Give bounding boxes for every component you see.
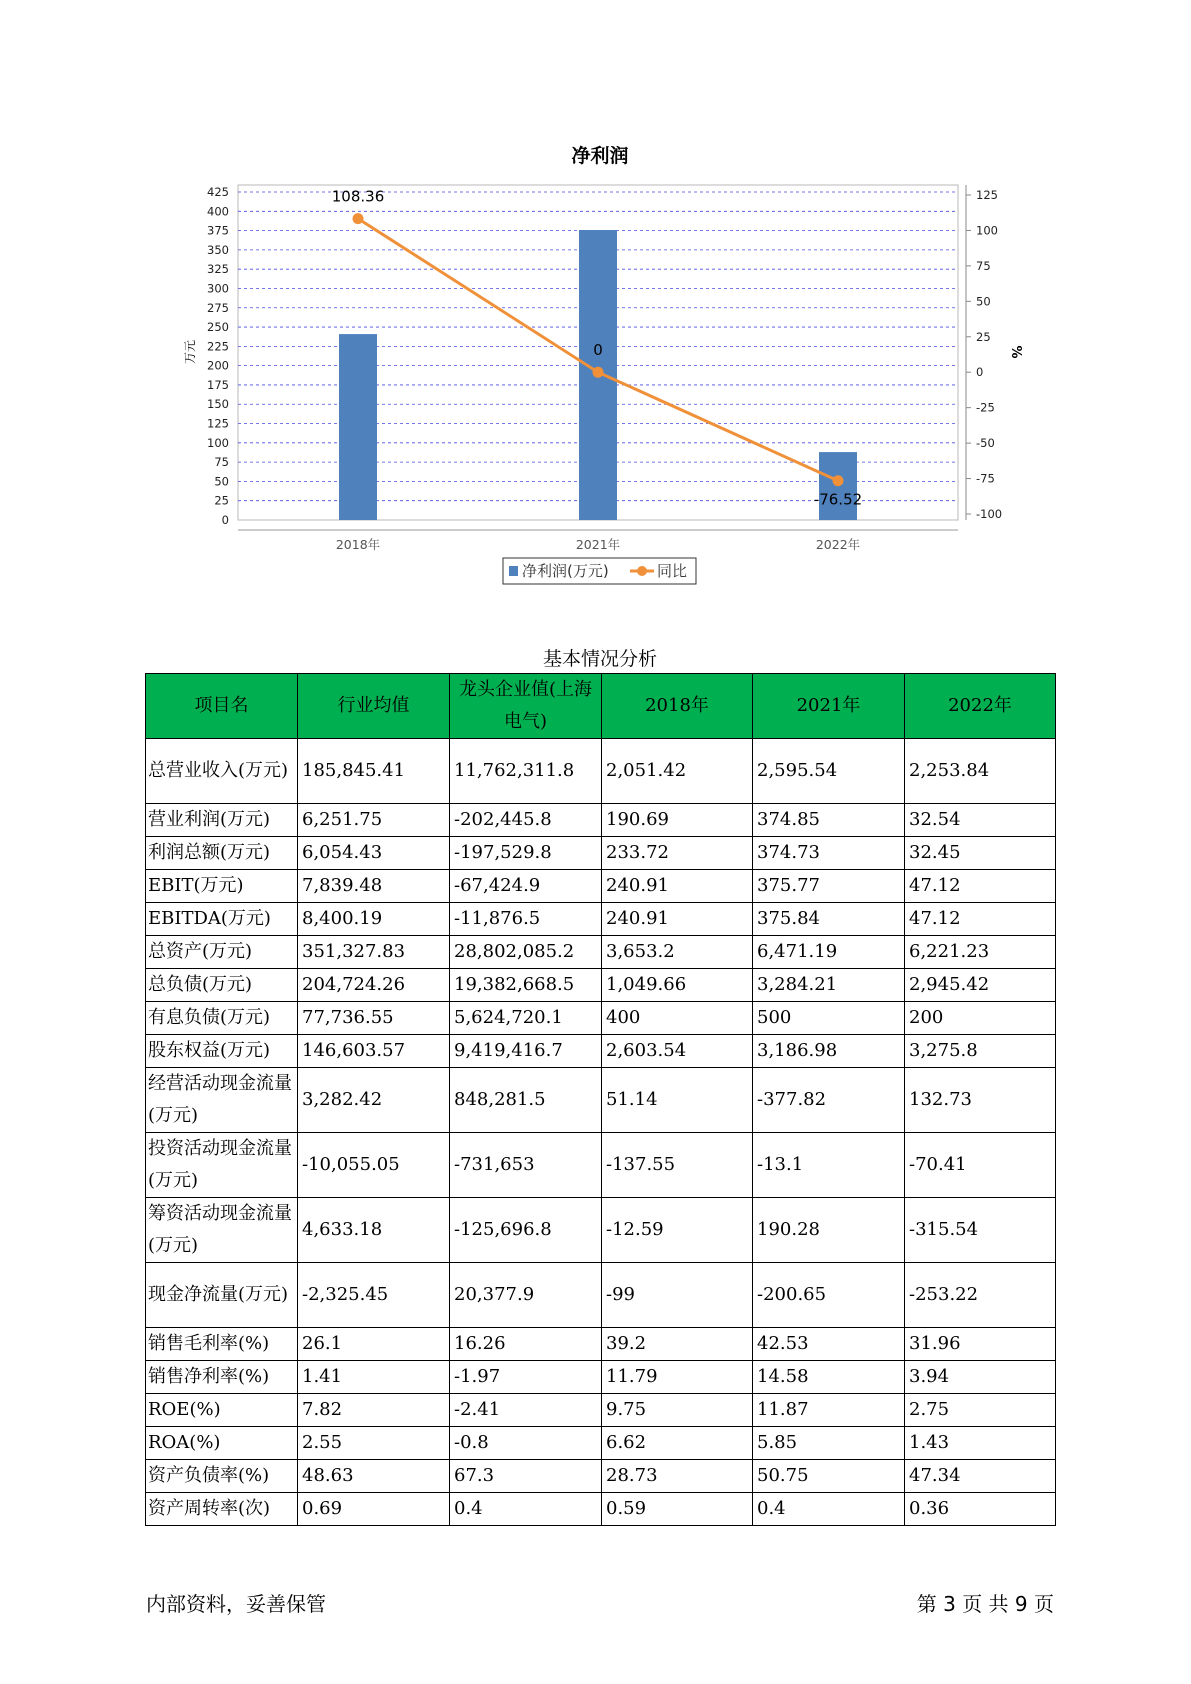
analysis-table (145, 673, 1056, 1526)
y2-tick-label: 25 (976, 329, 991, 344)
value-cell: -197,529.8 (450, 837, 602, 870)
header-2018: 2018年 (602, 674, 753, 739)
data-label: 108.36 (331, 187, 385, 206)
table-row (146, 870, 1056, 903)
y-tick-label: 300 (207, 281, 229, 296)
y-tick-label: 125 (207, 416, 229, 431)
table-body (146, 739, 1056, 1526)
table-row (146, 1493, 1056, 1526)
value-cell: 3,653.2 (602, 936, 753, 969)
value-cell: 6,471.19 (753, 936, 905, 969)
value-cell: 20,377.9 (450, 1263, 602, 1328)
row-label-cell: 营业利润(万元) (146, 804, 298, 837)
value-cell: 6,054.43 (298, 837, 450, 870)
value-cell: -67,424.9 (450, 870, 602, 903)
row-label-cell: 现金净流量(万元) (146, 1263, 298, 1328)
value-cell: 26.1 (298, 1328, 450, 1361)
y-tick-label: 175 (207, 377, 229, 392)
table-row (146, 969, 1056, 1002)
value-cell: 240.91 (602, 903, 753, 936)
table-row (146, 1394, 1056, 1427)
value-cell: 47.12 (905, 903, 1056, 936)
row-label-cell: 投资活动现金流量(万元) (146, 1133, 298, 1198)
value-cell: 32.54 (905, 804, 1056, 837)
value-cell: 7,839.48 (298, 870, 450, 903)
table-row (146, 837, 1056, 870)
row-label-cell: 利润总额(万元) (146, 837, 298, 870)
header-2021: 2021年 (753, 674, 905, 739)
value-cell: 0.69 (298, 1493, 450, 1526)
row-label-cell: 经营活动现金流量(万元) (146, 1068, 298, 1133)
y-tick-label: 100 (207, 435, 229, 450)
row-label-cell: EBIT(万元) (146, 870, 298, 903)
value-cell: 190.28 (753, 1198, 905, 1263)
value-cell: -11,876.5 (450, 903, 602, 936)
y2-tick-label: 75 (976, 258, 991, 273)
table-row (146, 739, 1056, 804)
value-cell: 375.84 (753, 903, 905, 936)
data-label: 0 (593, 341, 603, 360)
table-row (146, 1068, 1056, 1133)
value-cell: 848,281.5 (450, 1068, 602, 1133)
table-row (146, 804, 1056, 837)
value-cell: 32.45 (905, 837, 1056, 870)
y-tick-label: 325 (207, 262, 229, 277)
legend-label-bar: 净利润(万元) (522, 562, 609, 580)
y-tick-label: 150 (207, 397, 229, 412)
yoy-point-1 (353, 213, 364, 224)
row-label-cell: 总资产(万元) (146, 936, 298, 969)
y-tick-label: 250 (207, 320, 229, 335)
value-cell: -10,055.05 (298, 1133, 450, 1198)
value-cell: 42.53 (753, 1328, 905, 1361)
value-cell: 351,327.83 (298, 936, 450, 969)
value-cell: 28.73 (602, 1460, 753, 1493)
y-axis-label: 万元 (183, 339, 197, 365)
value-cell: 190.69 (602, 804, 753, 837)
y-tick-label: 375 (207, 223, 229, 238)
table-header-row (146, 674, 1056, 739)
y2-tick-label: -50 (976, 436, 995, 451)
header-industry-avg: 行业均值 (298, 674, 450, 739)
value-cell: 1.41 (298, 1361, 450, 1394)
value-cell: 0.4 (450, 1493, 602, 1526)
value-cell: 185,845.41 (298, 739, 450, 804)
value-cell: 374.85 (753, 804, 905, 837)
y2-tick-label: 50 (976, 294, 991, 309)
x-tick-label: 2022年 (815, 537, 861, 552)
legend-swatch-point (637, 566, 647, 576)
header-item-name: 项目名 (146, 674, 298, 739)
y-tick-label: 350 (207, 242, 229, 257)
value-cell: 3,282.42 (298, 1068, 450, 1133)
value-cell: 2,051.42 (602, 739, 753, 804)
row-label-cell: 总负债(万元) (146, 969, 298, 1002)
y-tick-label: 200 (207, 358, 229, 373)
value-cell: 28,802,085.2 (450, 936, 602, 969)
value-cell: 5.85 (753, 1427, 905, 1460)
y2-axis-label: % (1008, 345, 1023, 359)
footer-page-number: 第 3 页 共 9 页 (916, 1592, 1054, 1616)
value-cell: -70.41 (905, 1133, 1056, 1198)
bar-1 (339, 334, 377, 520)
y2-tick-label: -75 (976, 471, 995, 486)
value-cell: 375.77 (753, 870, 905, 903)
value-cell: 1,049.66 (602, 969, 753, 1002)
x-tick-label: 2018年 (335, 537, 381, 552)
value-cell: 9.75 (602, 1394, 753, 1427)
table-row (146, 1035, 1056, 1068)
value-cell: 204,724.26 (298, 969, 450, 1002)
row-label-cell: ROE(%) (146, 1394, 298, 1427)
value-cell: 47.12 (905, 870, 1056, 903)
table-row (146, 1198, 1056, 1263)
x-tick-label: 2021年 (575, 537, 621, 552)
value-cell: 6.62 (602, 1427, 753, 1460)
yoy-point-2 (593, 367, 604, 378)
value-cell: 8,400.19 (298, 903, 450, 936)
value-cell: 31.96 (905, 1328, 1056, 1361)
value-cell: 51.14 (602, 1068, 753, 1133)
value-cell: 233.72 (602, 837, 753, 870)
value-cell: -2.41 (450, 1394, 602, 1427)
value-cell: -253.22 (905, 1263, 1056, 1328)
value-cell: 3,284.21 (753, 969, 905, 1002)
value-cell: 3,186.98 (753, 1035, 905, 1068)
value-cell: 4,633.18 (298, 1198, 450, 1263)
value-cell: 9,419,416.7 (450, 1035, 602, 1068)
y2-tick-label: 125 (976, 188, 998, 202)
row-label-cell: 资产周转率(次) (146, 1493, 298, 1526)
y2-tick-label: -100 (976, 507, 1003, 521)
value-cell: 2,603.54 (602, 1035, 753, 1068)
value-cell: 1.43 (905, 1427, 1056, 1460)
value-cell: 0.4 (753, 1493, 905, 1526)
value-cell: 19,382,668.5 (450, 969, 602, 1002)
value-cell: -315.54 (905, 1198, 1056, 1263)
value-cell: 2.55 (298, 1427, 450, 1460)
value-cell: 6,221.23 (905, 936, 1056, 969)
value-cell: -202,445.8 (450, 804, 602, 837)
value-cell: 2,253.84 (905, 739, 1056, 804)
value-cell: 3,275.8 (905, 1035, 1056, 1068)
value-cell: 67.3 (450, 1460, 602, 1493)
row-label-cell: 销售净利率(%) (146, 1361, 298, 1394)
table-row (146, 1460, 1056, 1493)
footer-confidential-note: 内部资料，妥善保管 (146, 1592, 326, 1616)
row-label-cell: 股东权益(万元) (146, 1035, 298, 1068)
value-cell: -0.8 (450, 1427, 602, 1460)
data-label: -76.52 (813, 490, 863, 509)
value-cell: 200 (905, 1002, 1056, 1035)
value-cell: 3.94 (905, 1361, 1056, 1394)
legend-swatch-bar (509, 566, 518, 576)
y-tick-label: 0 (221, 513, 229, 527)
value-cell: 77,736.55 (298, 1002, 450, 1035)
net-profit-chart (0, 0, 1191, 640)
value-cell: -125,696.8 (450, 1198, 602, 1263)
value-cell: 0.59 (602, 1493, 753, 1526)
y2-tick-label: 100 (976, 223, 998, 238)
value-cell: 47.34 (905, 1460, 1056, 1493)
table-row (146, 1133, 1056, 1198)
y-tick-label: 225 (207, 339, 229, 354)
y2-tick-label: 0 (976, 365, 984, 380)
table-row (146, 903, 1056, 936)
row-label-cell: 筹资活动现金流量(万元) (146, 1198, 298, 1263)
y-tick-label: 50 (214, 474, 229, 489)
y-tick-label: 400 (207, 204, 229, 219)
y-tick-label: 275 (207, 300, 229, 315)
value-cell: 2.75 (905, 1394, 1056, 1427)
y-tick-label: 425 (207, 185, 229, 199)
value-cell: 48.63 (298, 1460, 450, 1493)
value-cell: 11.87 (753, 1394, 905, 1427)
value-cell: 7.82 (298, 1394, 450, 1427)
table-row (146, 1263, 1056, 1328)
row-label-cell: 总营业收入(万元) (146, 739, 298, 804)
value-cell: -99 (602, 1263, 753, 1328)
value-cell: 2,595.54 (753, 739, 905, 804)
table-row (146, 1361, 1056, 1394)
row-label-cell: 销售毛利率(%) (146, 1328, 298, 1361)
value-cell: 16.26 (450, 1328, 602, 1361)
value-cell: 0.36 (905, 1493, 1056, 1526)
value-cell: 146,603.57 (298, 1035, 450, 1068)
table-row (146, 1002, 1056, 1035)
chart-title: 净利润 (571, 145, 629, 167)
y-tick-label: 25 (214, 493, 229, 508)
row-label-cell: 有息负债(万元) (146, 1002, 298, 1035)
row-label-cell: EBITDA(万元) (146, 903, 298, 936)
value-cell: 240.91 (602, 870, 753, 903)
y-tick-label: 75 (214, 455, 229, 470)
table-row (146, 936, 1056, 969)
value-cell: 374.73 (753, 837, 905, 870)
value-cell: -137.55 (602, 1133, 753, 1198)
value-cell: -377.82 (753, 1068, 905, 1133)
value-cell: 6,251.75 (298, 804, 450, 837)
yoy-point-3 (833, 475, 844, 486)
value-cell: -2,325.45 (298, 1263, 450, 1328)
value-cell: 11.79 (602, 1361, 753, 1394)
table-caption: 基本情况分析 (542, 648, 657, 670)
value-cell: -731,653 (450, 1133, 602, 1198)
value-cell: -12.59 (602, 1198, 753, 1263)
header-leader-value: 龙头企业值(上海电气) (450, 674, 602, 739)
header-2022: 2022年 (905, 674, 1056, 739)
row-label-cell: 资产负债率(%) (146, 1460, 298, 1493)
value-cell: 400 (602, 1002, 753, 1035)
row-label-cell: ROA(%) (146, 1427, 298, 1460)
legend-label-line: 同比 (657, 562, 688, 580)
value-cell: 14.58 (753, 1361, 905, 1394)
value-cell: -200.65 (753, 1263, 905, 1328)
value-cell: 11,762,311.8 (450, 739, 602, 804)
value-cell: 132.73 (905, 1068, 1056, 1133)
table-row (146, 1427, 1056, 1460)
value-cell: 5,624,720.1 (450, 1002, 602, 1035)
y2-tick-label: -25 (976, 400, 995, 415)
value-cell: 2,945.42 (905, 969, 1056, 1002)
value-cell: 50.75 (753, 1460, 905, 1493)
value-cell: 500 (753, 1002, 905, 1035)
table-row (146, 1328, 1056, 1361)
value-cell: -13.1 (753, 1133, 905, 1198)
value-cell: -1.97 (450, 1361, 602, 1394)
value-cell: 39.2 (602, 1328, 753, 1361)
